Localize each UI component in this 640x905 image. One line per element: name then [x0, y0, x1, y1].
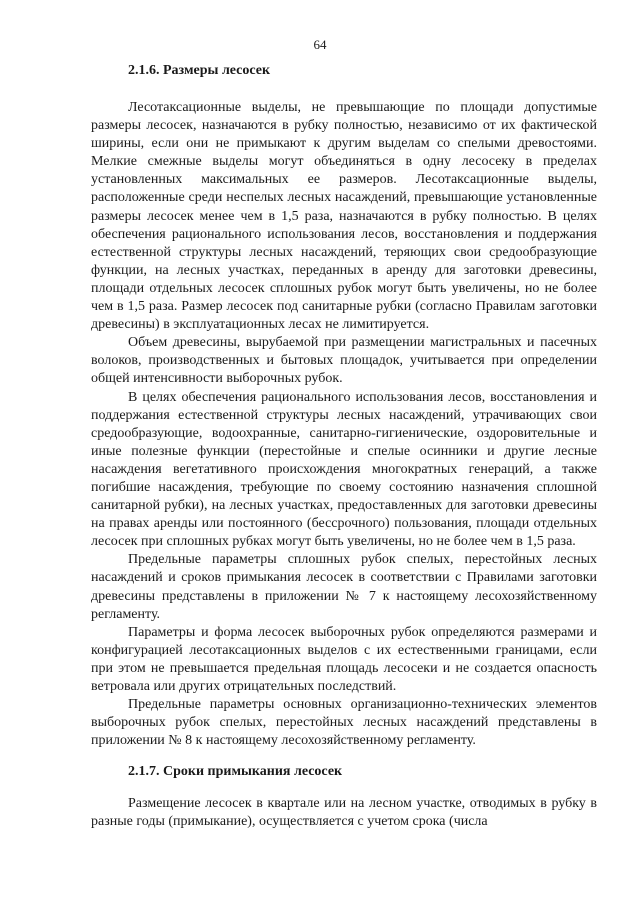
paragraph: Предельные параметры основных организационно-технических элементов выборочных рубок спелых, перестойных лесных насаждений представлены в приложении № 8 к настоящему лесохозяйственному регламенту. — [91, 697, 597, 749]
document-body — [91, 58, 597, 832]
paragraph: Параметры и форма лесосек выборочных рубок определяются размерами и конфигурацией лесотаксационных выделов с их естественными границами, если при этом не превышается предельная площадь лесосеки и не создается опасность ветровала или других отрицательных последствий. — [91, 624, 597, 694]
paragraph: Лесотаксационные выделы, не превышающие по площади допустимые размеры лесосек, назначаются в рубку полностью, независимо от их фактической ширины, если они не примыкают к другим выделам со спелыми древостоями. Мелкие смежные выделы могут объединяться в одну лесосеку в пределах установленных максимальных ее размеров. Лесотаксационные выделы, расположенные среди неспелых лесных насаждений, превышающие установленные размеры лесосек менее чем в 1,5 раза, назначаются в рубку полностью. В целях обеспечения рационального использования лесов, восстановления и поддержания естественной структуры лесных насаждений, теряющих свои средообразующие функции, на лесных участках, переданных в аренду для заготовки древесины, площади отдельных лесосек сплошных рубок могут быть увеличены, но не более чем в 1,5 раза. Размер лесосек под санитарные рубки (согласно Правилам заготовки древесины) в эксплуатационных лесах не лимитируется. — [91, 100, 597, 333]
section-body-sizes — [91, 99, 597, 750]
section-heading-adjacency: 2.1.7. Сроки примыкания лесосек — [128, 764, 343, 780]
page-number: 64 — [313, 37, 327, 52]
section-heading-sizes: 2.1.6. Размеры лесосек — [128, 63, 271, 78]
paragraph: В целях обеспечения рационального использования лесов, восстановления и поддержания естественной структуры лесных насаждений, утрачивающих свои средообразующие, водоохранные, санитарно-гигиенические, оздоровительные и иные полезные функции (перестойные и спелые осинники и другие лесные насаждения вегетативного происхождения многократных генераций, а также погибшие насаждения, требующие по своему состоянию назначения сплошной санитарной рубки), на лесных участках, предоставленных для заготовки древесины на правах аренды или постоянного (бессрочного) пользования, площади отдельных лесосек при сплошных рубках могут быть увеличены, но не более чем в 1,5 раза. — [91, 389, 597, 550]
paragraph: Объем древесины, вырубаемой при размещении магистральных и пасечных волоков, производственных и бытовых площадок, учитывается при определении общей интенсивности выборочных рубок. — [91, 335, 597, 387]
section-body-adjacency — [91, 795, 597, 831]
paragraph: Предельные параметры сплошных рубок спелых, перестойных лесных насаждений и сроков примыкания лесосек в соответствии с Правилами заготовки древесины представлены в приложении № 7 к настоящему лесохозяйственному регламенту. — [91, 552, 597, 622]
paragraph: Размещение лесосек в квартале или на лесном участке, отводимых в рубку в разные годы (примыкание), осуществляется с учетом срока (числа — [91, 796, 597, 830]
